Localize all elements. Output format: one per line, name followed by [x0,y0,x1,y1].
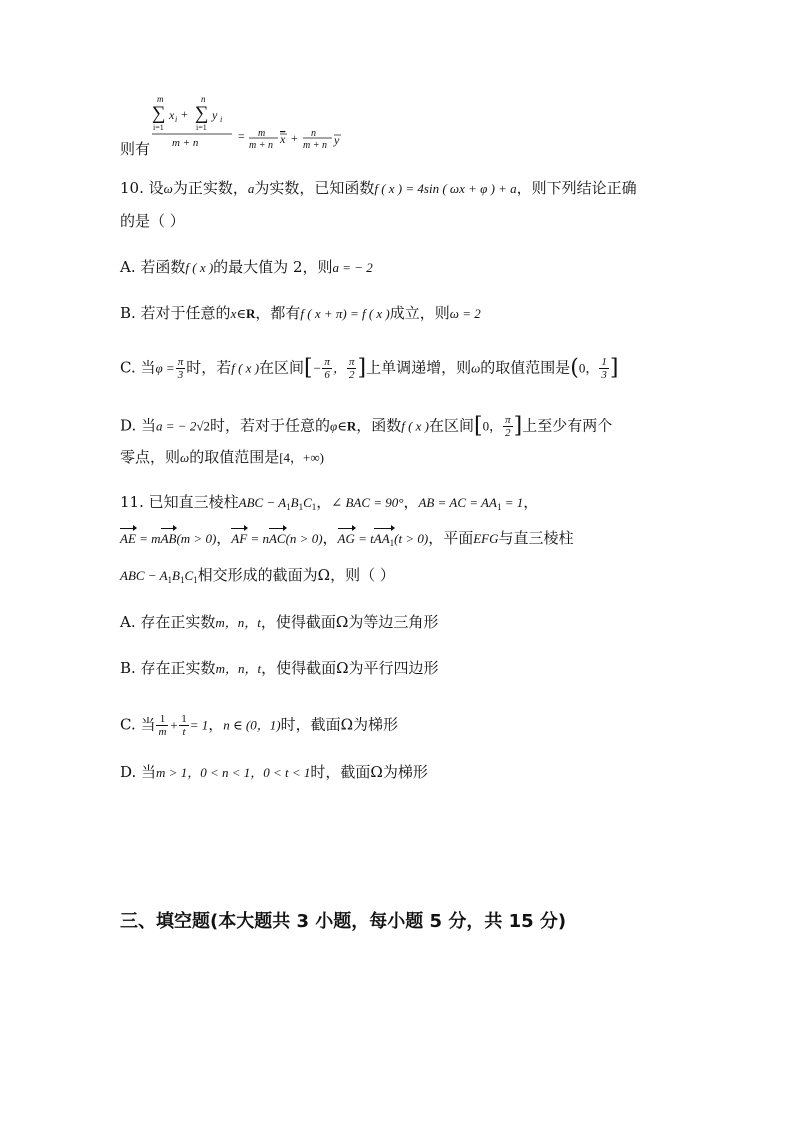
vector-AC-arrow-icon: AC [269,529,286,549]
q11c-eq: = 1 [189,717,209,733]
q10d-lbracket: [ [474,413,483,439]
q10d-pi-over-2: $\frac{\pi}{2}$ [505,414,511,439]
q11b-text: ，使得截面Ω为平行四边形 [261,659,439,677]
sum2-sub: i [220,115,223,124]
question-11-stem [120,492,538,517]
q10c-comma: ， [332,360,346,376]
q10d-in: ∈ [337,418,347,434]
q11b-vars: m，n，t [215,661,262,676]
q10d-sqrt: √2 [196,418,210,434]
vector-AA1-arrow-icon: $AA_1$ [374,529,394,553]
q11-angle: ∠ BAC = 90° [331,495,404,510]
q11-vector-AE: AE = mAB(m > 0) [120,531,216,546]
x-bar: x [280,132,286,146]
q10c-pi-over-3: $\frac{\pi}{3}$ [177,356,184,381]
sum2-lower: i=1 [196,123,207,132]
q11-equal-edges: AB = AC = $AA_1 = 1$ [418,495,524,512]
intro-prefix-text: 则有 [120,140,151,158]
frac1-den: m + n [249,140,273,151]
sigma-1-icon: ∑ [152,103,166,124]
q11c-frac-1-m: $\frac{1}{m}$ [158,713,167,738]
q11a-label: A. 存在正实数 [120,613,216,631]
q11d-label: D. 当 [120,763,157,781]
q10b-label: B. 若对于任意的 [120,304,231,322]
q11-option-a [120,612,438,633]
q10-line2: 的是（ ） [120,212,185,230]
q11b-label: B. 存在正实数 [120,659,216,677]
frac2-num: n [311,128,316,139]
q10c-lbracket: [ [304,355,313,381]
q11d-text: 时，截面Ω为梯形 [310,763,428,781]
q10c-omega: ω [471,360,481,376]
q10c-rbracket2: ] [609,355,619,381]
q10-option-a [120,257,373,278]
plus-2: + [291,131,298,145]
question-10-stem [120,178,637,199]
q10c-fx: f ( x ) [231,360,260,376]
q10d-text2: ，函数 [356,416,402,435]
q11c-frac-1-t: $\frac{1}{t}$ [181,713,187,738]
q10b-omega: ω = 2 [449,306,481,321]
sum1-lower: i=1 [153,123,164,132]
q10c-zero: 0， [578,360,599,376]
q11a-vars: m，n，t [215,615,261,630]
q11d-conditions: m > 1，0 < n < 1，0 < t < 1 [156,765,311,780]
mean-formula-svg [150,92,480,158]
vector-AG-arrow-icon: AG [338,529,355,549]
q11a-text: ，使得截面Ω为等边三角形 [260,613,439,631]
question-10-stem-line2 [120,211,185,231]
q11-prism: ABC − $A_1B_1C_1$ [238,495,317,512]
q10b-x: x [230,306,237,321]
q10c-phi: φ = [155,360,175,376]
q10-a: a [247,181,255,196]
q11c-comma: ， [208,715,224,734]
intro-prefix [120,139,150,159]
q10b-text2: 成立，则 [389,304,450,322]
q11-vector-AF: AF = nAC(n > 0) [231,531,322,546]
q11c-label: C. 当 [120,715,156,734]
q11-prism-2: ABC − $A_1B_1C_1$ [120,568,198,585]
q10b-text1: ，都有 [255,304,301,322]
sum1-sub: i [175,115,178,124]
q11-text3: 相交形成的截面为Ω，则（ ） [197,566,395,584]
q10c-rbracket: ] [357,355,367,381]
sum1-upper: m [157,94,164,104]
q10b-R: R [245,306,256,321]
q10d-label: D. 当 [120,416,157,435]
vector-AE-arrow-icon: AE [120,529,136,549]
sum2-upper: n [201,94,206,104]
q10-label: 10. 设 [120,179,164,197]
q10d-line2b: 的取值范围是 [189,448,280,466]
q10c-text2: 在区间 [259,358,305,377]
q11-vector-AG: AG = tAA$_1$(t > 0) [338,531,429,546]
q11-comma1: ， [316,493,332,511]
main-denominator: m + n [172,137,199,149]
section-3-title: 三、填空题(本大题共 3 小题，每小题 5 分，共 15 分) [120,911,567,932]
mean-formula [150,92,470,158]
frac2-den: m + n [303,140,327,151]
vector-AF-arrow-icon: AF [231,529,247,549]
q11-plane: EFG [473,531,499,546]
q10c-pi-over-2: $\frac{\pi}{2}$ [348,356,355,381]
q10c-lparen: ( [570,355,579,381]
vector-AB-arrow-icon: AB [161,529,177,549]
q10b-eq: f ( x + π) = f ( x ) [300,306,390,321]
q10d-R: R [346,418,357,434]
q10c-text1: 时，若 [186,358,232,377]
equals-sign: = [238,129,245,143]
q10d-rbracket: ] [513,413,523,439]
q10a-text1: 的最大值为 2，则 [213,258,333,276]
q10a-eq: a = − 2 [332,260,373,275]
q11-comma4: ， [216,529,232,547]
q10d-fx: f ( x ) [401,418,430,434]
q10a-fx: f ( x ) [185,260,214,275]
q11-option-d [120,762,428,783]
q10c-text4: 的取值范围是 [480,358,571,377]
q11c-n-range: n ∈ (0，1) [223,717,281,733]
sum-plus: + [181,107,188,121]
q11-option-c [120,713,398,738]
q10c-text3: 上单调递增，则 [366,358,472,377]
q10d-omega: ω [180,450,190,465]
q10d-text3: 在区间 [429,416,475,435]
q10d-line2a: 零点，则 [120,448,181,466]
q11-label: 11. 已知直三棱柱 [120,493,239,511]
q11c-text: 时，截面Ω为梯形 [280,715,398,734]
sum2-term: y [212,108,218,122]
q10c-one-third: $\frac{1}{3}$ [601,356,607,381]
y-bar: y [334,133,340,147]
q10d-zero: 0， [482,418,503,434]
sigma-2-icon: ∑ [195,103,209,124]
q10-function: f ( x ) = 4sin ( ωx + φ ) + a [374,181,517,196]
q10c-pi-over-6: $\frac{\pi}{6}$ [324,356,330,381]
q10d-range: [4，+∞) [279,450,324,465]
sum1-term: x [169,108,175,122]
question-11-stem-line3 [120,565,395,590]
q10c-neg: − [312,360,322,376]
q10-option-c [120,356,618,381]
q10-text3: ，则下列结论正确 [516,179,637,197]
q10-option-d-line2 [120,447,324,468]
q11-comma3: ， [523,493,539,511]
q10-option-d [120,414,612,439]
q11-option-b [120,658,439,679]
q11-comma5: ， [322,529,338,547]
q10-omega: ω [163,181,173,196]
q10b-in: ∈ [236,306,246,321]
q11-text2: 与直三棱柱 [498,529,574,547]
q10a-label: A. 若函数 [120,258,186,276]
q10d-text4: 上至少有两个 [522,416,613,435]
q10-text1: 为正实数， [172,179,248,197]
q11c-plus: + [169,717,179,733]
q10d-text1: 时，若对于任意的 [209,416,330,435]
q10c-label: C. 当 [120,358,156,377]
question-11-vectors [120,528,574,553]
q11-text1: ，平面 [428,529,474,547]
frac1-num: m [258,128,266,139]
q10d-a: a = − 2 [156,418,197,434]
q10-text2: 为实数，已知函数 [254,179,375,197]
q11-comma2: ， [403,493,419,511]
q10-option-b [120,303,481,324]
q10d-phi: φ [329,418,338,434]
